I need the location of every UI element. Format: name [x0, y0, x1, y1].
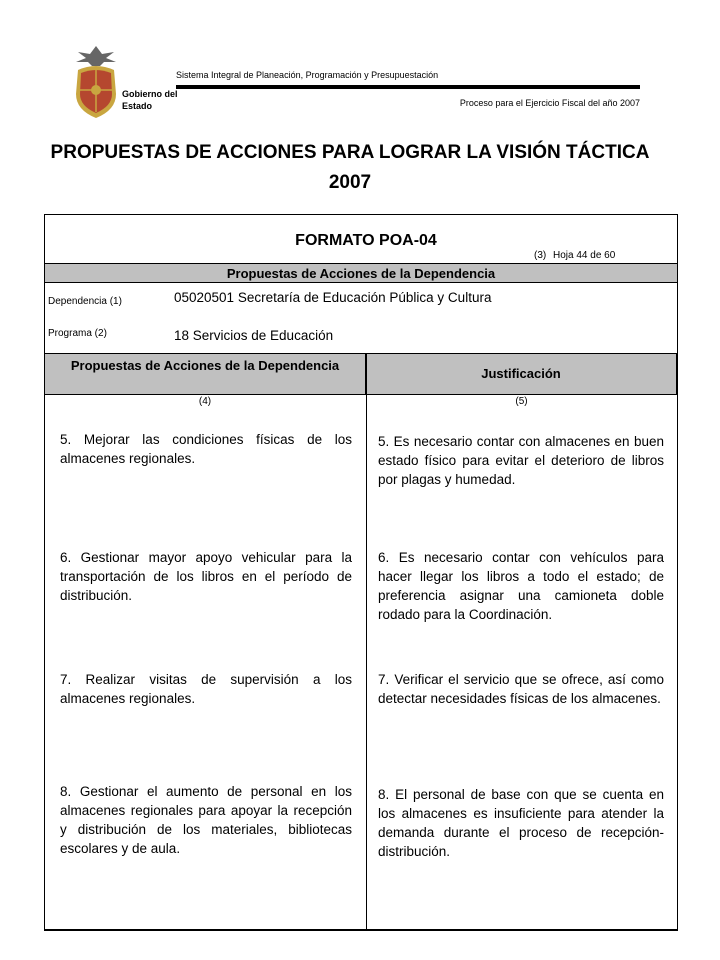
column-divider	[366, 353, 367, 930]
government-label: Gobierno del Estado	[122, 89, 178, 111]
justification-cell: 6. Es necesario contar con vehículos para hacer llegar los libros a todo el estado; de preferencia asignar una camioneta doble rodado para la Coordinación.	[378, 550, 664, 622]
fiscal-process-text: Proceso para el Ejercicio Fiscal del año 2007	[459, 98, 640, 108]
action-cell: 5. Mejorar las condiciones físicas de los almacenes regionales.	[60, 432, 352, 466]
action-cell: 7. Realizar visitas de supervisión a los almacenes regionales.	[60, 672, 352, 706]
section-title-bar: Propuestas de Acciones de la Dependencia	[44, 263, 678, 283]
column-number-justification: (5)	[515, 396, 528, 407]
dependency-label: Dependencia (1)	[48, 296, 122, 307]
form-border-top	[44, 214, 678, 215]
header-divider	[176, 85, 640, 89]
program-value: 18 Servicios de Educación	[174, 328, 334, 343]
sheet-reference	[534, 250, 619, 261]
column-header-justification: Justificación	[366, 353, 677, 395]
dependency-value: 05020501 Secretaría de Educación Pública y Cultura	[174, 290, 492, 305]
justification-cell: 8. El personal de base con que se cuenta en los almacenes es insuficiente para atender la demanda durante el proceso de recepción-distribución.	[378, 787, 664, 859]
justification-cell: 5. Es necesario contar con almacenes en buen estado físico para evitar el deterioro de libros por plagas y humedad.	[378, 434, 664, 487]
column-header-actions: Propuestas de Acciones de la Dependencia	[44, 353, 366, 395]
sheet-marker: (3)	[534, 250, 547, 261]
program-label: Programa (2)	[48, 328, 107, 339]
page-title: PROPUESTAS DE ACCIONES PARA LOGRAR LA VISIÓN TÁCTICA 2007	[50, 142, 650, 193]
sheet-number: Hoja 44 de 60	[553, 250, 616, 261]
justification-cell: 7. Verificar el servicio que se ofrece, así como detectar necesidades físicas de los almacenes.	[378, 672, 664, 706]
action-cell: 6. Gestionar mayor apoyo vehicular para la transportación de los libros en el período de distribución.	[60, 550, 352, 603]
system-title: Sistema Integral de Planeación, Programación y Presupuestación	[176, 70, 439, 80]
form-border-bottom	[44, 929, 678, 931]
format-title: FORMATO POA-04	[295, 232, 437, 249]
action-cell: 8. Gestionar el aumento de personal en los almacenes regionales para apoyar la recepción y distribución de los materiales, bibliotecas escolares y de aula.	[60, 784, 352, 856]
form-border-left	[44, 214, 45, 930]
form-border-right	[677, 214, 678, 930]
column-number-actions: (4)	[198, 396, 212, 407]
state-seal-logo	[72, 44, 120, 120]
